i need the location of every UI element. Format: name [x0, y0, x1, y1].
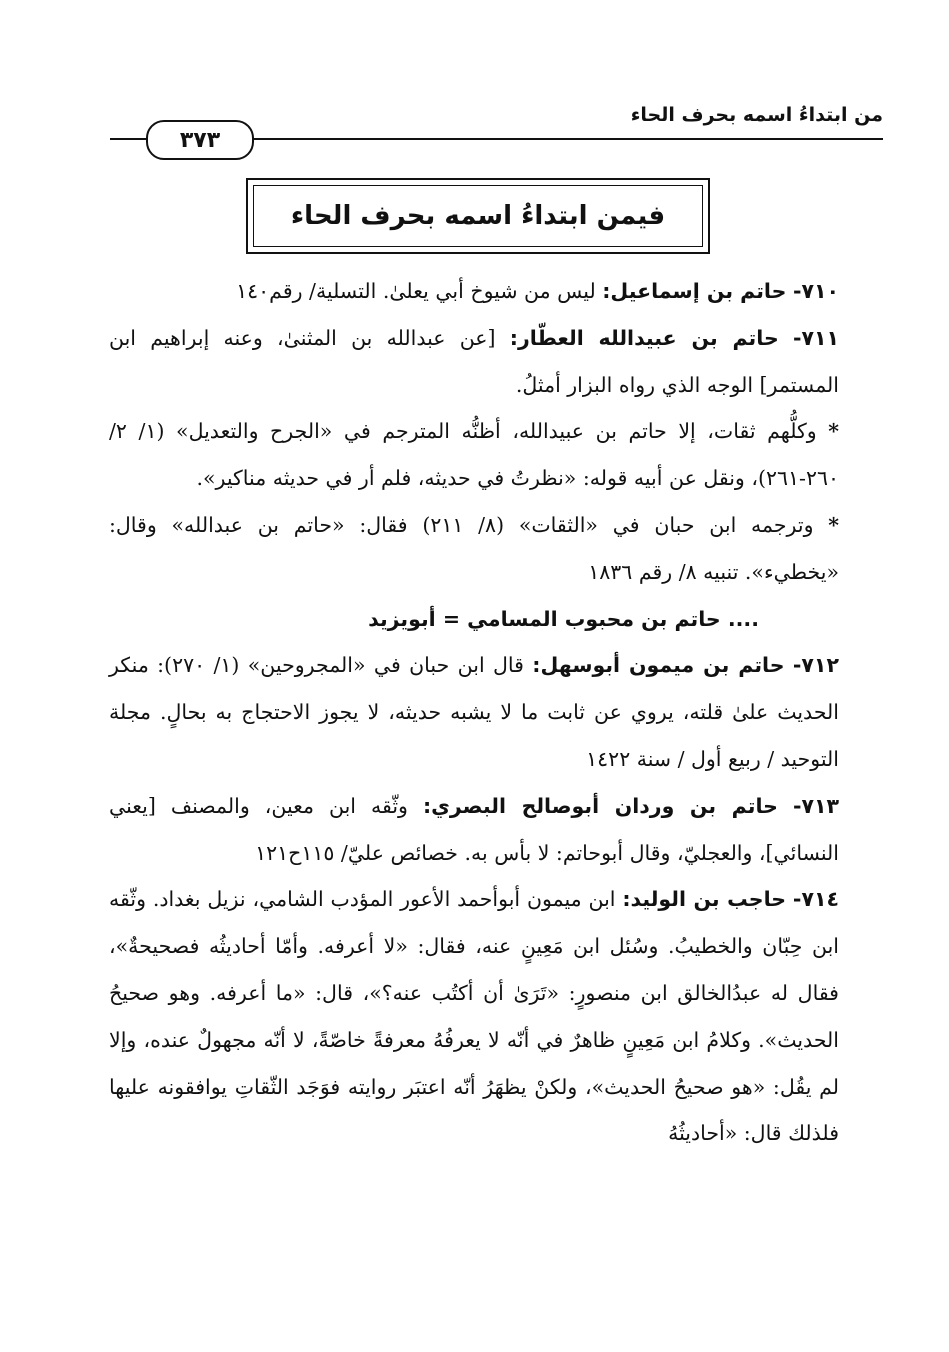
entry-number: ٧١١- [792, 325, 840, 350]
entry-713 [109, 783, 879, 877]
entry-name: حاتم بن إسماعيل: [602, 279, 787, 303]
body-text [109, 268, 879, 1157]
entry-text: وثّقه ابن معين، والمصنف [يعني النسائي]، والعجليّ، وقال أبوحاتم: لا بأس به. خصائص عليّ/ ١١٥ح١٢١ [109, 793, 839, 865]
entry-text: ليس من شيوخ أبي يعلىٰ. التسلية/ رقم١٤٠ [236, 279, 603, 303]
entry-710 [109, 268, 879, 315]
entry-name: حاجب بن الوليد: [622, 887, 787, 912]
entry-text: ابن ميمون أبوأحمد الأعور المؤدب الشامي، نزيل بغداد. وثّقه ابن حِبّان والخطيبُ. وسُئل ابن مَعِينٍ عنه، فقال: «لا أعرفه. وأمّا أحاديثُه فصحيحةٌ»، فقال له عبدُالخالق ابن منصورٍ: «تَرَىٰ أن أكتُب عنه؟»، قال: «ما أعرفه. وهو صحيحُ الحديث». وكلامُ ابن مَعِينٍ ظاهرٌ في أنّه لا يعرفُهُ معرفةً خاصّةً، لا أنّه مجهولٌ عنده، وإلا لم يقُل: «هو صحيحُ الحديث»، ولكنْ يظهَرُ أنّه اعتبَر روايته فوَجَد الثّقاتِ يوافقونه عليها فلذلك قال: «أحاديثُهُ [109, 887, 839, 1146]
entry-712 [109, 642, 879, 782]
entry-name: حاتم بن وردان أبوصالح البصري: [422, 793, 778, 818]
running-head: من ابتداءُ اسمه بحرف الحاء [630, 104, 883, 126]
note-711-b [109, 502, 879, 596]
entry-text: [عن عبدالله بن المثنىٰ، وعنه إبراهيم ابن المستمر] الوجه الذي رواه البزار أمثلُ. [109, 325, 839, 397]
entry-711 [109, 315, 879, 409]
entry-number: ٧١٣- [792, 793, 839, 818]
entry-text: قال ابن حبان في «المجروحين» (١/ ٢٧٠): منكر الحديث علىٰ قلته، يروي عن ثابت ما لا يشبه حديثه، لا يجوز الاحتجاج به بحالٍ. مجلة التوحيد / ربيع أول / سنة ١٤٢٢ [109, 653, 839, 771]
entry-number: ٧١٤- [792, 887, 839, 912]
star-icon: * [828, 512, 839, 537]
note-711-a [109, 408, 879, 502]
page-number: ٣٧٣ [146, 120, 254, 160]
cross-reference: .... حاتم بن محبوب المسامي = أبويزيد [368, 606, 759, 631]
star-icon: * [828, 419, 839, 444]
section-title: فيمن ابتداءُ اسمه بحرف الحاء [290, 201, 666, 231]
entry-name: حاتم بن ميمون أبوسهل: [532, 653, 785, 678]
note-text: وكلُّهم ثقات، إلا حاتم بن عبيدالله، أظنُّه المترجم في «الجرح والتعديل» (١/ ٢/ ٢٦٠-٢٦١)، ونقل عن أبيه قوله: «نظرتُ في حديثه، فلم أر في حديثه مناكير». [109, 419, 839, 491]
note-text: وترجمه ابن حبان في «الثقات» (٨/ ٢١١) فقال: «حاتم بن عبدالله» وقال: «يخطيء». تنبيه ٨/ رقم ١٨٣٦ [109, 512, 839, 584]
entry-number: ٧١٠- [792, 279, 839, 303]
entry-714 [109, 876, 879, 1157]
entry-number: ٧١٢- [792, 653, 839, 678]
section-title-frame [246, 178, 710, 254]
entry-name: حاتم بن عبيدالله العطّار: [509, 325, 779, 350]
